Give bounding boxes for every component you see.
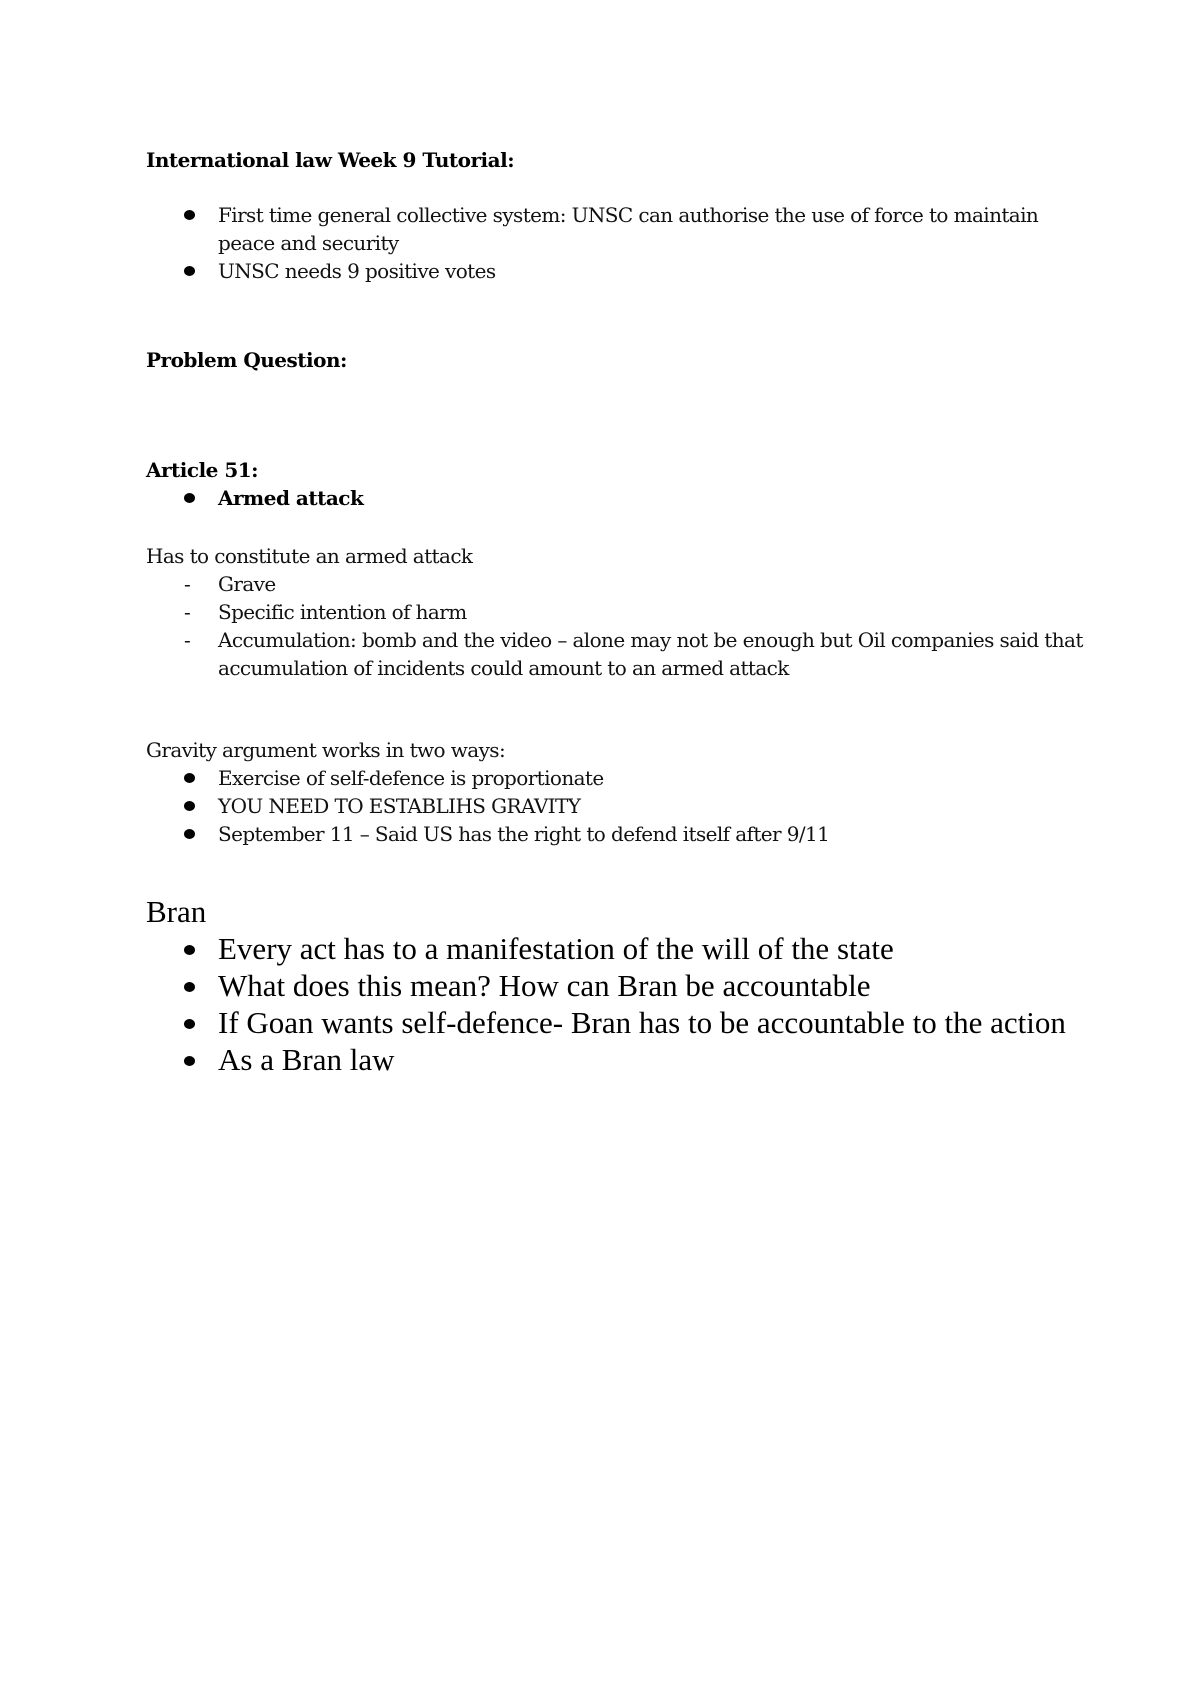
list-item — [146, 820, 1086, 848]
list-item — [146, 570, 1086, 598]
armed-attack-dash-list — [146, 570, 1086, 682]
bullet-icon — [184, 945, 195, 955]
list-item-text: UNSC needs 9 positive votes — [218, 259, 496, 283]
list-item-text: Every act has to a manifestation of the will of the state — [218, 931, 894, 966]
dash-icon: - — [184, 628, 191, 652]
bullet-icon — [184, 982, 195, 992]
article-bullet-list — [146, 484, 1086, 512]
bullet-icon — [184, 1056, 195, 1066]
list-item — [146, 967, 1086, 1004]
dash-icon: - — [184, 572, 191, 596]
bullet-icon — [184, 773, 195, 783]
list-item-text: What does this mean? How can Bran be accountable — [218, 968, 871, 1003]
list-item-text: September 11 – Said US has the right to defend itself after 9/11 — [218, 822, 830, 846]
bullet-icon — [184, 801, 195, 811]
bran-heading: Bran — [146, 894, 207, 929]
gravity-bullet-list — [146, 764, 1086, 848]
intro-bullet-list — [146, 201, 1086, 285]
bullet-icon — [184, 210, 195, 220]
list-item — [146, 1004, 1086, 1041]
document-title: International law Week 9 Tutorial: — [146, 148, 515, 172]
bran-bullet-list — [146, 930, 1086, 1078]
list-item-text: YOU NEED TO ESTABLIHS GRAVITY — [218, 794, 581, 818]
gravity-intro: Gravity argument works in two ways: — [146, 738, 506, 762]
list-item — [146, 484, 1086, 512]
list-item-text: Exercise of self-defence is proportionate — [218, 766, 604, 790]
list-item — [146, 1041, 1086, 1078]
list-item — [146, 598, 1086, 626]
bullet-icon — [184, 266, 195, 276]
list-item — [146, 257, 1086, 285]
problem-question-heading: Problem Question: — [146, 348, 347, 372]
list-item-text: Grave — [218, 572, 276, 596]
list-item — [146, 792, 1086, 820]
bullet-icon — [184, 829, 195, 839]
list-item-text: As a Bran law — [218, 1042, 395, 1077]
armed-attack-intro: Has to constitute an armed attack — [146, 544, 473, 568]
bullet-icon — [184, 1019, 195, 1029]
list-item-text: Armed attack — [218, 486, 364, 510]
list-item — [146, 930, 1086, 967]
article-heading: Article 51: — [146, 458, 259, 482]
list-item-text: Accumulation: bomb and the video – alone may not be enough but Oil companies said that accumulation of incidents could amount to an armed attack — [218, 628, 1083, 680]
dash-icon: - — [184, 600, 191, 624]
list-item-text: If Goan wants self-defence- Bran has to be accountable to the action — [218, 1005, 1066, 1040]
list-item-text: Specific intention of harm — [218, 600, 467, 624]
list-item — [146, 764, 1086, 792]
list-item — [146, 201, 1086, 257]
bullet-icon — [184, 493, 195, 503]
list-item — [146, 626, 1086, 682]
list-item-text: First time general collective system: UNSC can authorise the use of force to maintain peace and security — [218, 203, 1039, 255]
